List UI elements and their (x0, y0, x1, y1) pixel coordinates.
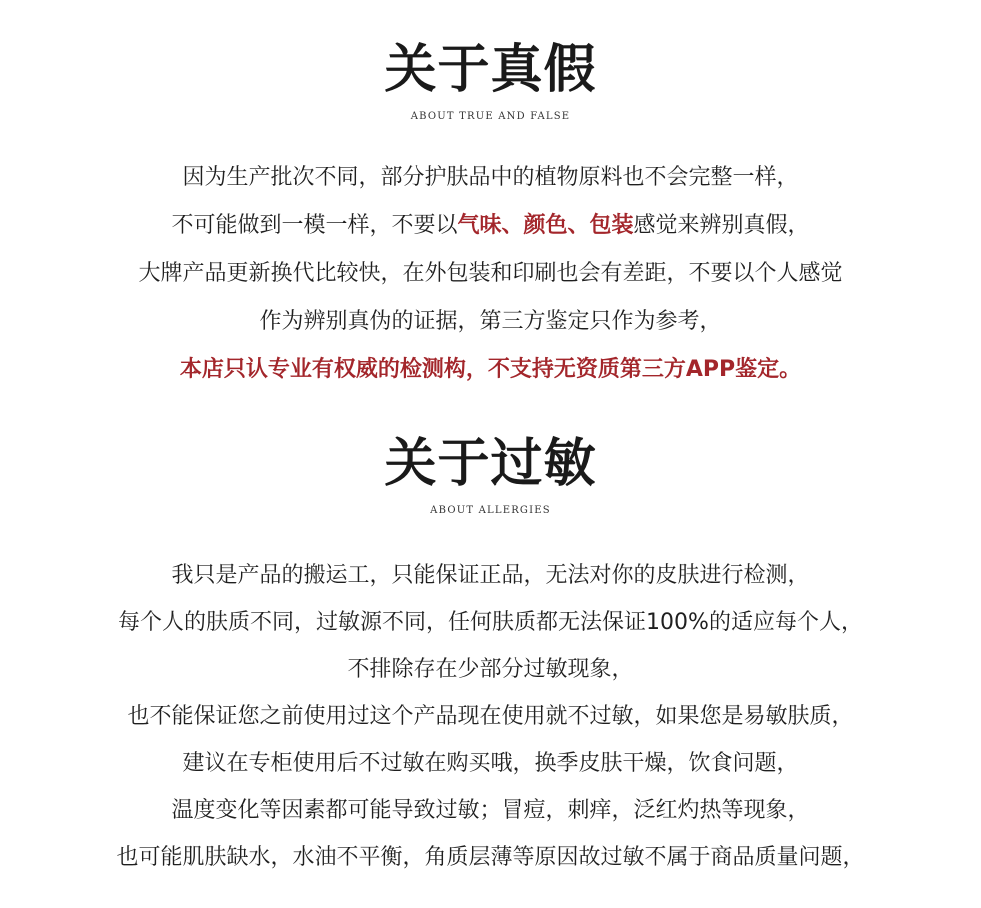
section-subtitle-true-false: ABOUT TRUE AND FALSE (410, 111, 571, 122)
text-line: 每个人的肤质不同，过敏源不同，任何肤质都无法保证100%的适应每个人， (118, 610, 863, 635)
text-line: 建议在专柜使用后不过敏在购买哦，换季皮肤干燥，饮食问题， (182, 751, 799, 776)
text-line: 也可能肌肤缺水，水油不平衡，角质层薄等原因故过敏不属于商品质量问题， (116, 845, 865, 870)
highlight-line: 本店只认专业有权威的检测构，不支持无资质第三方APP鉴定。 (179, 357, 802, 382)
text-line (0, 202, 981, 250)
section-true-false (0, 38, 981, 394)
section-title-true-false: 关于真假 (384, 40, 597, 100)
text-line: 不排除存在少部分过敏现象， (347, 657, 634, 682)
text-fragment: 感觉来辨别真假， (633, 213, 810, 238)
section-subtitle-allergies: ABOUT ALLERGIES (430, 505, 551, 516)
text-line: 也不能保证您之前使用过这个产品现在使用就不过敏，如果您是易敏肤质， (127, 704, 854, 729)
paragraph-true-false (0, 154, 981, 394)
text-fragment: 不可能做到一模一样，不要以 (171, 213, 458, 238)
section-allergies (0, 432, 981, 881)
text-line: 作为辨别真伪的证据，第三方鉴定只作为参考， (259, 309, 722, 334)
section-title-allergies: 关于过敏 (384, 434, 597, 494)
text-line: 因为生产批次不同，部分护肤品中的植物原料也不会完整一样， (182, 165, 799, 190)
highlight-text: 气味、颜色、包装 (457, 213, 634, 238)
text-line: 我只是产品的搬运工，只能保证正品，无法对你的皮肤进行检测， (171, 563, 810, 588)
text-line: 温度变化等因素都可能导致过敏；冒痘，刺痒，泛红灼热等现象， (171, 798, 810, 823)
text-line: 大牌产品更新换代比较快，在外包装和印刷也会有差距，不要以个人感觉 (138, 261, 843, 286)
paragraph-allergies (0, 552, 981, 881)
